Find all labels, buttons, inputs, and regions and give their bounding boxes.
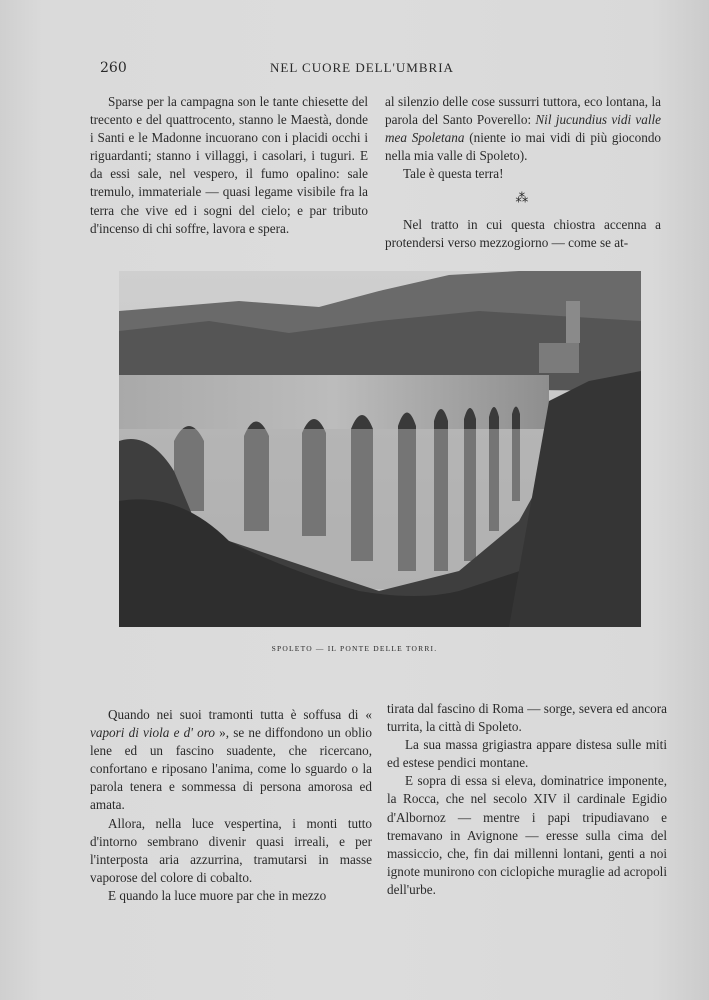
section-separator: ⁂ — [515, 190, 531, 206]
paragraph: E quando la luce muore par che in mezzo — [108, 887, 327, 903]
paragraph: Nel tratto in cui questa chiostra accenna a protendersi verso mezzogiorno — come se at- — [385, 216, 661, 250]
paragraph: Allora, nella luce vespertina, i monti tutto d'intorno sembrano divenir quasi irreali, e per l'interposta aria azzurrina, tramutarsi in masse vaporose del colore di cobalto. — [90, 815, 372, 885]
top-left-column — [90, 93, 368, 238]
bottom-left-column — [90, 706, 372, 905]
paragraph: E sopra di essa si eleva, dominatrice imponente, la Rocca, che nel secolo XIV il cardinale Egidio d'Albornoz — mentre i papi tripudiavano e tremavano in Avignone — eresse sulla cima del massiccio, che, fin dai millenni lontani, genti a noi ignote munirono con ciclopiche muraglie ad acropoli dell'urbe. — [387, 773, 667, 897]
bottom-right-column — [387, 700, 667, 899]
paragraph: La sua massa grigiastra appare distesa sulle miti ed estese pendici montane. — [387, 737, 667, 771]
page-number: 260 — [100, 60, 127, 76]
paragraph: Quando nei suoi tramonti tutta è soffusa di « vapori di viola e d' oro », se ne diffondono un oblio lene ed un fascino suadente, che ricercano, confortano e riposano l'anima, come lo sguardo o la parola tenera e sommessa di persona amorosa ed amata. — [90, 707, 372, 813]
paragraph: Tale è questa terra! — [403, 166, 504, 182]
paragraph: tirata dal fascino di Roma — sorge, severa ed ancora turrita, la città di Spoleto. — [387, 701, 667, 735]
top-right-column — [385, 93, 661, 252]
page-header — [100, 60, 620, 80]
running-title: NEL CUORE DELL'UMBRIA — [270, 60, 454, 75]
photo-caption: SPOLETO — IL PONTE DELLE TORRI. — [271, 644, 438, 653]
photograph-ponte-delle-torri — [119, 271, 641, 627]
paragraph: Sparse per la campagna son le tante chiesette del trecento e del quattrocento, stanno le Maestà, donde i Santi e le Madonne incuorano con i placidi occhi i riguardanti; stanno i villaggi, i casolari, i tuguri. E da essi sale, nel vespero, il fumo opalino: sale tremulo, immateriale — quasi legame visibile fra la terra che vive ed i sogni del cielo; e par tributo d'incenso di chi soffre, lavora e spera. — [90, 94, 368, 236]
paragraph: al silenzio delle cose sussurri tuttora, eco lontana, la parola del Santo Poverello: Nil jucundius vidi valle mea Spoletana (niente io mai vidi di più giocondo nella mia valle di Spoleto). — [385, 94, 662, 164]
aqueduct-photo-illustration — [119, 271, 641, 627]
